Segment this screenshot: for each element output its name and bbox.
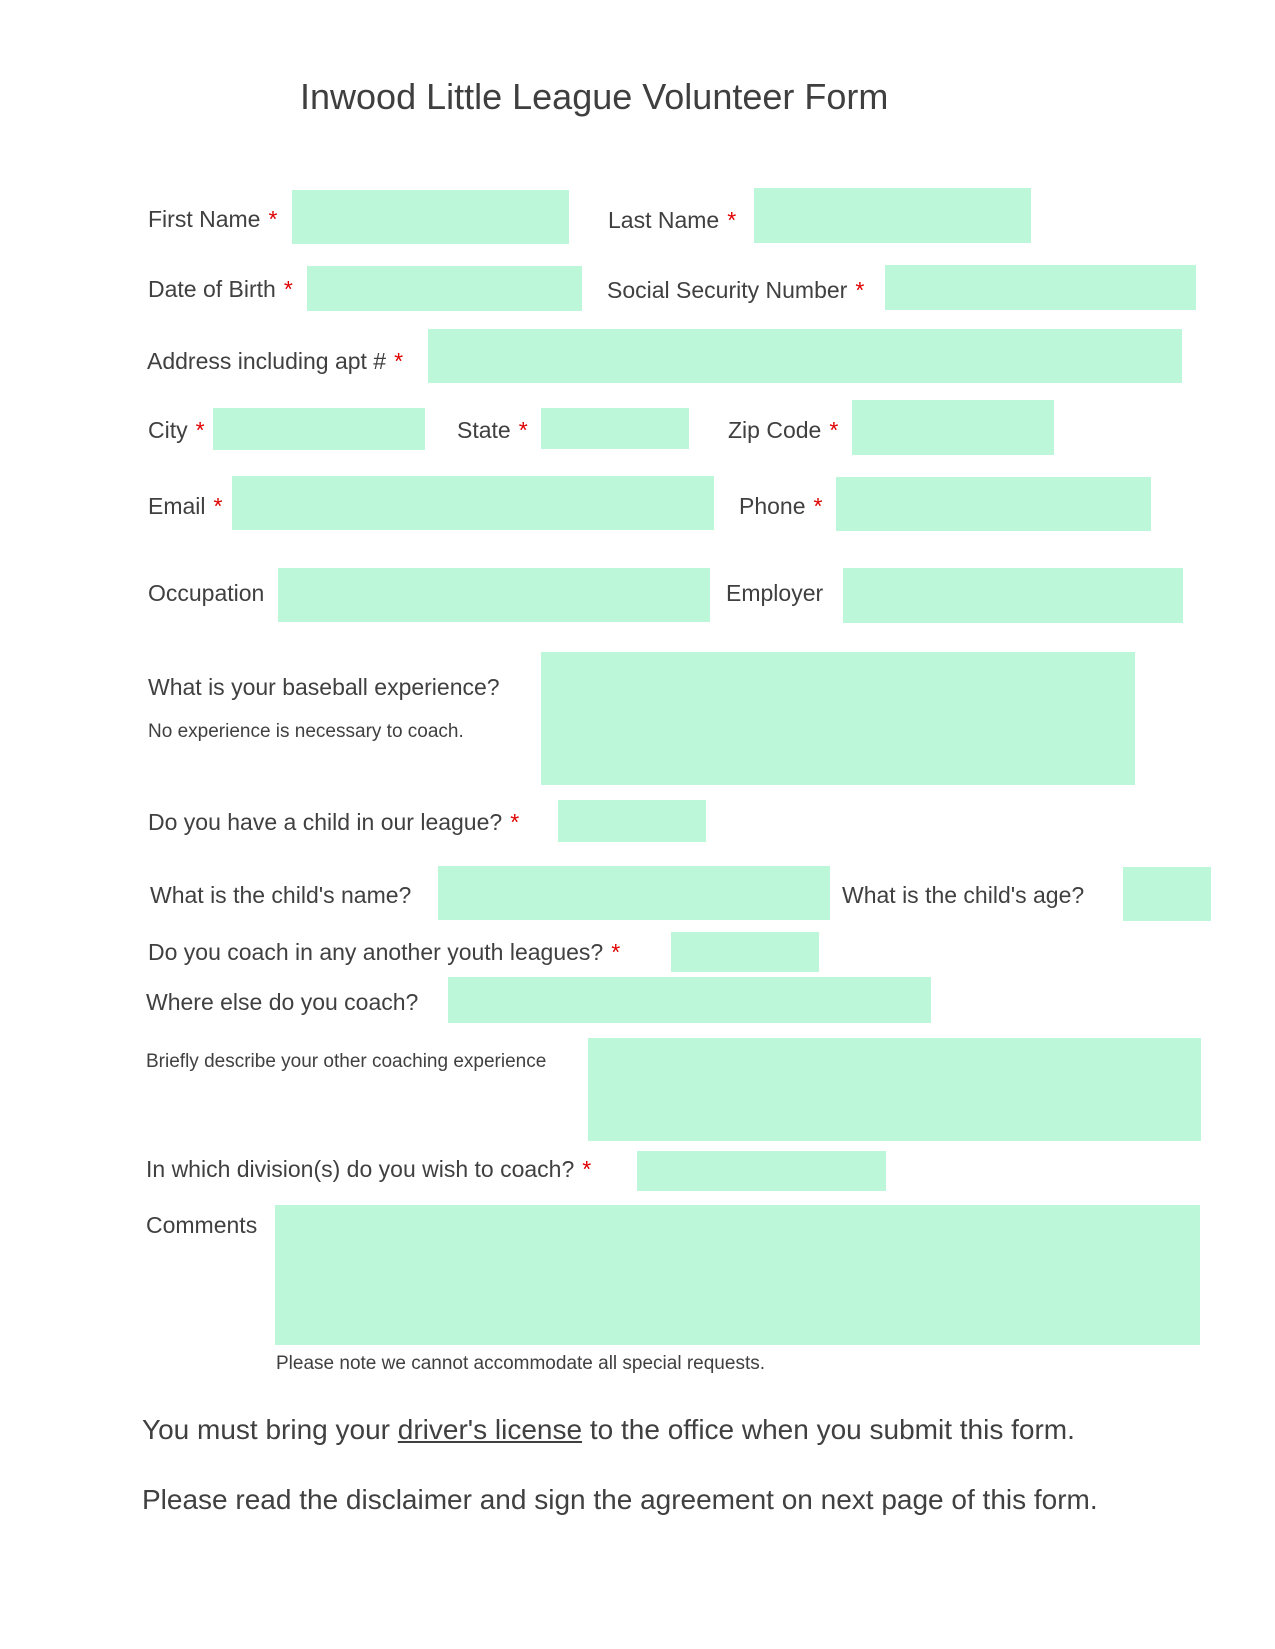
occupation-field[interactable] [278,568,710,622]
required-mark: * [268,206,278,232]
last-name-field[interactable] [754,188,1031,243]
comments-field[interactable] [275,1205,1200,1345]
phone-label: Phone * [739,493,823,519]
child-name-label: What is the child's name? [150,882,412,908]
baseball-experience-hint: No experience is necessary to coach. [148,721,464,742]
employer-label: Employer [726,580,824,606]
state-label: State * [457,417,528,443]
state-field[interactable] [541,408,689,449]
first-name-field[interactable] [292,190,569,244]
baseball-experience-label: What is your baseball experience? [148,674,500,700]
division-field[interactable] [637,1151,886,1191]
employer-field[interactable] [843,568,1183,623]
required-mark: * [829,417,839,443]
email-label: Email * [148,493,223,519]
city-label: City * [148,417,205,443]
comments-hint: Please note we cannot accommodate all special requests. [276,1353,765,1374]
required-mark: * [283,276,293,302]
date-of-birth-label: Date of Birth * [148,276,293,302]
required-mark: * [195,417,205,443]
child-age-label: What is the child's age? [842,882,1085,908]
child-in-league-field[interactable] [558,800,706,842]
required-mark: * [394,348,404,374]
required-mark: * [213,493,223,519]
required-mark: * [518,417,528,443]
required-mark: * [582,1156,592,1182]
comments-label: Comments [146,1212,258,1238]
date-of-birth-field[interactable] [307,266,582,311]
where-else-coach-field[interactable] [448,977,931,1023]
disclaimer-notice: Please read the disclaimer and sign the agreement on next page of this form. [142,1484,1098,1515]
other-experience-field[interactable] [588,1038,1201,1141]
coach-other-leagues-label: Do you coach in any another youth leagues? * [148,939,621,965]
address-field[interactable] [428,329,1182,383]
child-name-field[interactable] [438,866,830,920]
ssn-field[interactable] [885,265,1196,310]
last-name-label: Last Name * [608,207,737,233]
zip-code-label: Zip Code * [728,417,839,443]
required-mark: * [813,493,823,519]
required-mark: * [727,207,737,233]
email-field[interactable] [232,476,714,530]
phone-field[interactable] [836,477,1151,531]
drivers-license-link[interactable]: driver's license [397,1414,583,1445]
baseball-experience-field[interactable] [541,652,1135,785]
where-else-coach-label: Where else do you coach? [146,989,419,1015]
ssn-label: Social Security Number * [607,277,865,303]
drivers-license-notice: You must bring your driver's license to the office when you submit this form. [142,1414,1075,1445]
first-name-label: First Name * [148,206,278,232]
zip-code-field[interactable] [852,400,1054,455]
required-mark: * [510,809,520,835]
address-label: Address including apt # * [147,348,404,374]
form-title: Inwood Little League Volunteer Form [300,76,889,117]
occupation-label: Occupation [148,580,265,606]
required-mark: * [855,277,865,303]
division-label: In which division(s) do you wish to coach? * [146,1156,592,1182]
other-experience-label: Briefly describe your other coaching experience [146,1051,547,1072]
city-field[interactable] [213,408,425,450]
coach-other-leagues-field[interactable] [671,932,819,972]
child-age-field[interactable] [1123,867,1211,921]
required-mark: * [611,939,621,965]
child-in-league-label: Do you have a child in our league? * [148,809,520,835]
